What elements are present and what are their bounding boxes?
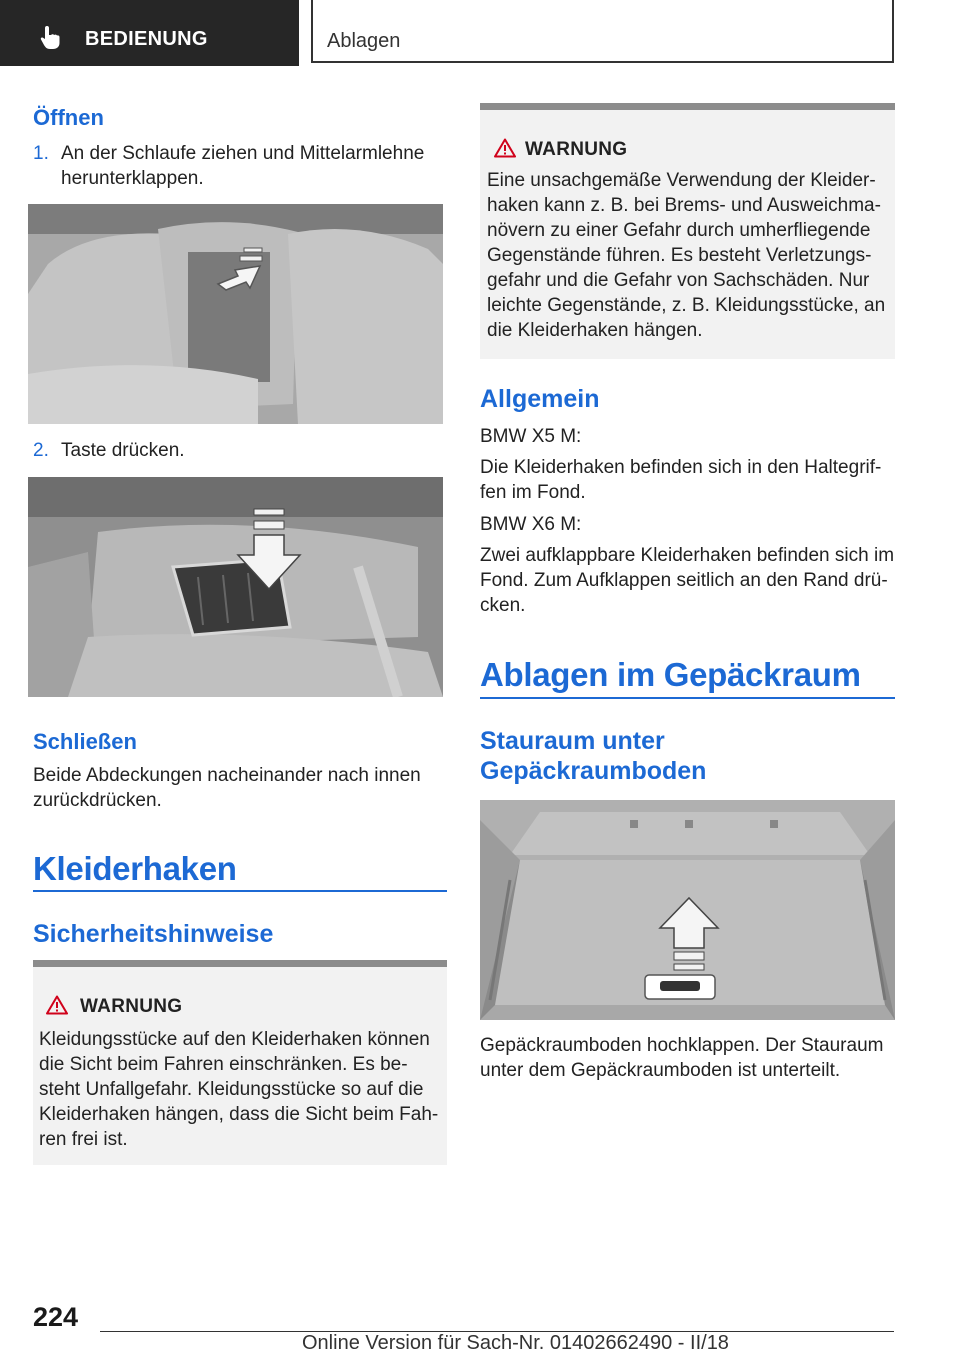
warning-box bbox=[33, 960, 447, 1165]
text-line: steht Unfallgefahr. Kleidungsstücke so auf die bbox=[39, 1079, 424, 1100]
chapter-tab bbox=[311, 0, 894, 63]
kleiderhaken-heading: Kleiderhaken bbox=[33, 850, 237, 887]
x5-label: BMW X5 M: bbox=[480, 426, 582, 447]
schliessen-heading: Schließen bbox=[33, 729, 137, 754]
online-version-note: Online Version für Sach-Nr. 01402662490 - II/18 bbox=[302, 1332, 729, 1354]
stauraum-text bbox=[480, 1033, 883, 1083]
list-item bbox=[33, 141, 443, 191]
section-tab bbox=[0, 0, 299, 66]
text-line: haken kann z. B. bei Brems- und Ausweichma‐ bbox=[487, 195, 881, 216]
text-line: Eine unsachgemäße Verwendung der Kleider‐ bbox=[487, 170, 876, 191]
text-line: unter dem Gepäckraumboden ist unterteilt. bbox=[480, 1060, 841, 1081]
text-line: Gepäckraumboden hochklappen. Der Stauraum bbox=[480, 1035, 884, 1056]
x6-text bbox=[480, 543, 894, 618]
step-text: An der Schlaufe ziehen und Mittelarmlehne bbox=[61, 143, 425, 164]
page-number: 224 bbox=[33, 1302, 79, 1332]
oeffnen-heading: Öffnen bbox=[33, 105, 104, 130]
warning-title: WARNUNG bbox=[80, 996, 183, 1017]
armrest-pull-photo bbox=[28, 204, 443, 424]
warning-title: WARNUNG bbox=[525, 139, 628, 160]
x6-label: BMW X6 M: bbox=[480, 514, 582, 535]
heading-line: Gepäckraumboden bbox=[480, 757, 707, 785]
x5-text bbox=[480, 455, 881, 505]
list-item bbox=[33, 438, 443, 463]
text-line: Gegenstände führen. Es besteht Verletzungs‐ bbox=[487, 245, 872, 266]
text-line: Zwei aufklappbare Kleiderhaken befinden sich im bbox=[480, 545, 895, 566]
stauraum-heading bbox=[480, 726, 706, 786]
step-number: 2. bbox=[33, 440, 49, 461]
text-line: Beide Abdeckungen nacheinander nach innen bbox=[33, 765, 421, 786]
sicherheitshinweise-heading: Sicherheitshinweise bbox=[33, 920, 274, 948]
warning-text bbox=[487, 168, 885, 343]
schliessen-text bbox=[33, 763, 421, 813]
heading-underline bbox=[480, 697, 895, 699]
heading-underline bbox=[33, 890, 447, 892]
text-line: Kleiderhaken hängen, dass die Sicht beim Fah‐ bbox=[39, 1104, 439, 1125]
text-line: die Sicht beim Fahren einschränken. Es be‐ bbox=[39, 1054, 408, 1075]
text-line: növern zu einer Gefahr durch umherfliegende bbox=[487, 220, 871, 241]
text-line: zurückdrücken. bbox=[33, 790, 162, 811]
text-line: gefahr und die Gefahr von Sachschäden. Nur bbox=[487, 270, 870, 291]
warning-text bbox=[39, 1027, 438, 1152]
step-text: Taste drücken. bbox=[61, 440, 185, 461]
armrest-button-photo bbox=[28, 477, 443, 697]
section-label: BEDIENUNG bbox=[85, 28, 208, 50]
allgemein-heading: Allgemein bbox=[480, 385, 600, 413]
luggage-floor-photo bbox=[480, 800, 895, 1020]
step-number: 1. bbox=[33, 143, 49, 164]
warning-triangle-icon bbox=[46, 995, 68, 1015]
warning-box bbox=[480, 103, 895, 359]
warning-triangle-icon bbox=[494, 138, 516, 158]
text-line: ren frei ist. bbox=[39, 1129, 128, 1150]
text-line: die Kleiderhaken hängen. bbox=[487, 320, 703, 341]
text-line: Kleidungsstücke auf den Kleiderhaken können bbox=[39, 1029, 430, 1050]
heading-line: Stauraum unter bbox=[480, 727, 665, 755]
gepaeckraum-heading: Ablagen im Gepäckraum bbox=[480, 656, 861, 693]
text-line: fen im Fond. bbox=[480, 482, 586, 503]
hand-pointer-icon bbox=[38, 24, 64, 50]
text-line: Fond. Zum Aufklappen seitlich an den Rand drü‐ bbox=[480, 570, 888, 591]
step-text: herunterklappen. bbox=[61, 168, 204, 189]
text-line: cken. bbox=[480, 595, 526, 616]
chapter-label: Ablagen bbox=[327, 30, 401, 52]
text-line: Die Kleiderhaken befinden sich in den Haltegrif‐ bbox=[480, 457, 882, 478]
text-line: leichte Gegenstände, z. B. Kleidungsstücke, an bbox=[487, 295, 886, 316]
